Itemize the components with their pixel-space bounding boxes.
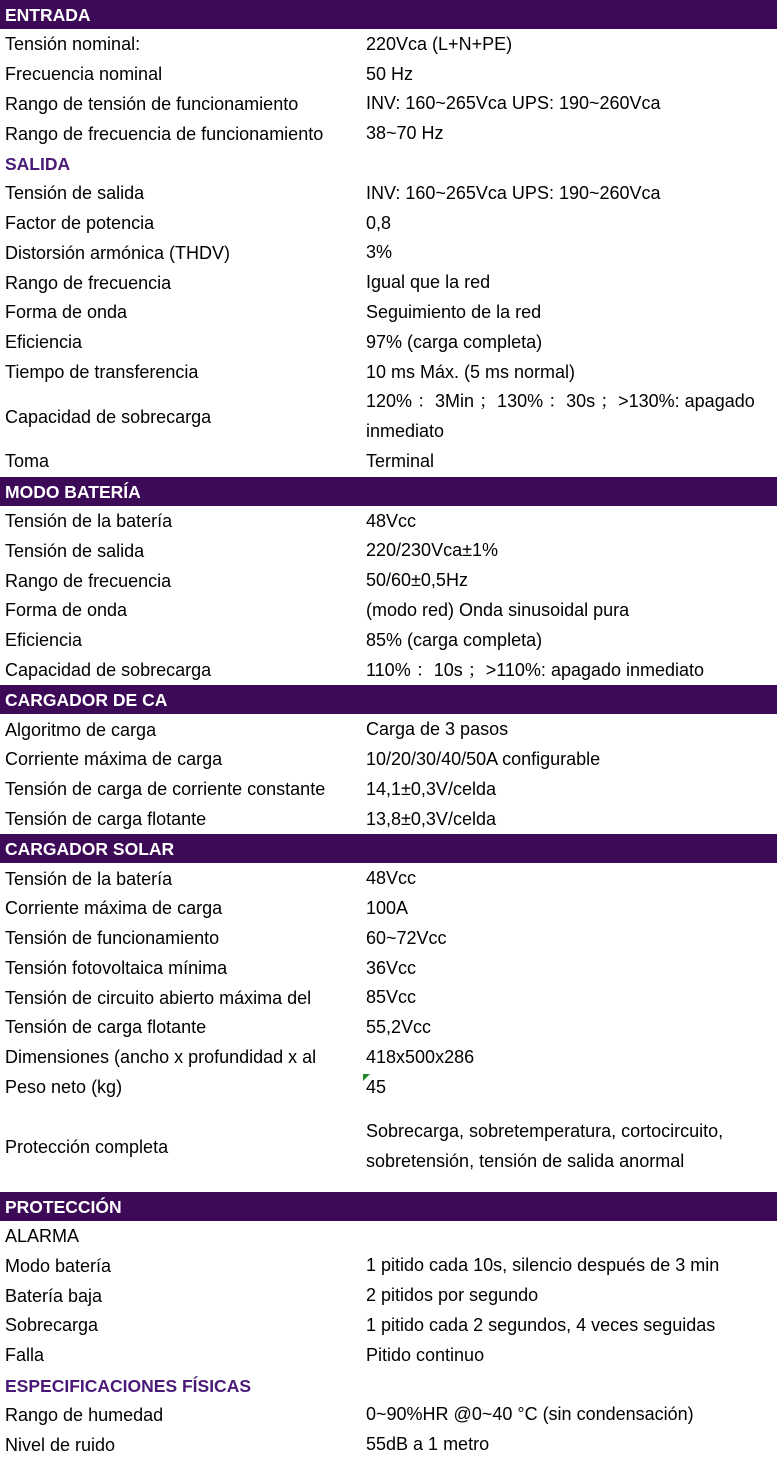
spec-value: 36Vcc [366, 957, 417, 978]
section-header-cargador-solar [0, 834, 777, 864]
spec-row [0, 89, 777, 119]
spec-row [0, 954, 777, 984]
spec-value: 85Vcc [366, 987, 417, 1008]
spec-row [0, 596, 777, 626]
spec-row [0, 60, 777, 90]
spec-row [0, 775, 777, 805]
section-title: CARGADOR DE CA [5, 690, 168, 711]
spec-value: Igual que la red [366, 272, 491, 293]
spec-label: Rango de frecuencia [5, 272, 172, 293]
spec-label: Tensión de carga de corriente constante [5, 779, 326, 800]
spec-value: INV: 160~265Vca UPS: 190~260Vca [366, 182, 661, 203]
spec-label: Rango de humedad [5, 1404, 164, 1425]
spec-value: 2 pitidos por segundo [366, 1285, 539, 1306]
spec-label: Capacidad de sobrecarga [5, 659, 212, 680]
spec-value: 0,8 [366, 212, 392, 233]
spec-row [0, 387, 777, 447]
spec-label: Rango de frecuencia de funcionamiento [5, 123, 324, 144]
spec-row [0, 566, 777, 596]
spec-value: 55,2Vcc [366, 1017, 432, 1038]
spec-label: Rango de frecuencia [5, 570, 172, 591]
section-title: MODO BATERÍA [5, 481, 141, 502]
spec-label: Capacidad de sobrecarga [5, 406, 212, 427]
spec-label: Forma de onda [5, 302, 128, 323]
spec-value: 38~70 Hz [366, 123, 444, 144]
spec-value: 45 [366, 1076, 387, 1097]
spec-label: Corriente máxima de carga [5, 749, 223, 770]
spec-row [0, 1073, 777, 1103]
spec-value: 0~90%HR @0~40 °C (sin condensación) [366, 1404, 694, 1425]
spec-row [0, 1013, 777, 1043]
spec-row [0, 268, 777, 298]
spec-label: Tensión de salida [5, 183, 145, 204]
spec-label: Eficiencia [5, 332, 83, 353]
spec-label: Rango de tensión de funcionamiento [5, 93, 299, 114]
spec-row [0, 328, 777, 358]
spec-label: Forma de onda [5, 600, 128, 621]
spec-row [0, 1102, 777, 1191]
section-header-especificaciones-fisicas [0, 1371, 777, 1401]
spec-row [0, 507, 777, 537]
spec-row [0, 626, 777, 656]
spec-value: 97% (carga completa) [366, 331, 543, 352]
spec-row [0, 536, 777, 566]
spec-value: 220Vca (L+N+PE) [366, 33, 513, 54]
spec-value: 220/230Vca±1% [366, 540, 498, 561]
spec-row [0, 1311, 777, 1341]
spec-value: 48Vcc [366, 868, 417, 889]
spec-label: Frecuencia nominal [5, 63, 163, 84]
spec-label: Factor de potencia [5, 212, 155, 233]
spec-value: Terminal [366, 450, 435, 471]
spec-value: 48Vcc [366, 510, 417, 531]
spec-value: 110% ：10s ；>110%: apagado inmediato [366, 659, 705, 680]
spec-value: Pitido continuo [366, 1344, 485, 1365]
spec-value: 14,1±0,3V/celda [366, 778, 496, 799]
spec-row [0, 715, 777, 745]
spec-label: Nivel de ruido [5, 1434, 116, 1455]
spec-row [0, 1341, 777, 1371]
spec-label: Eficiencia [5, 630, 83, 651]
spec-label: Tensión de la batería [5, 868, 173, 889]
spec-value [366, 1222, 773, 1252]
section-title: PROTECCIÓN [5, 1196, 122, 1217]
spec-row [0, 298, 777, 328]
spec-label: Corriente máxima de carga [5, 898, 223, 919]
section-title: CARGADOR SOLAR [5, 839, 175, 860]
spec-row [0, 1281, 777, 1311]
spec-label: Tensión de funcionamiento [5, 928, 220, 949]
spec-label: Tensión fotovoltaica mínima [5, 957, 228, 978]
section-title: SALIDA [5, 153, 71, 174]
spec-value: 100A [366, 897, 409, 918]
spec-label: Modo batería [5, 1255, 112, 1276]
spec-row [0, 179, 777, 209]
spec-row [0, 924, 777, 954]
spec-row [0, 805, 777, 835]
spec-value: Seguimiento de la red [366, 301, 542, 322]
spec-label: Tensión de carga flotante [5, 808, 207, 829]
spec-row [0, 358, 777, 388]
spec-row [0, 1400, 777, 1430]
spec-value: 120% ：3Min ；130% ：30s ；>130%: apagado inmediato [366, 391, 755, 442]
spec-value: 1 pitido cada 10s, silencio después de 3 min [366, 1255, 720, 1276]
spec-label: ALARMA [5, 1226, 80, 1247]
spec-row [0, 119, 777, 149]
spec-label: Tensión de circuito abierto máxima del [5, 987, 312, 1008]
spec-label: Protección completa [5, 1136, 169, 1157]
spec-label: Falla [5, 1345, 45, 1366]
spec-value: (modo red) Onda sinusoidal pura [366, 599, 630, 620]
spec-row [0, 1222, 777, 1252]
spec-row [0, 894, 777, 924]
spec-value: Carga de 3 pasos [366, 719, 509, 740]
spec-label: Peso neto (kg) [5, 1077, 123, 1098]
section-header-modo-bateria [0, 477, 777, 507]
section-title: ENTRADA [5, 5, 91, 25]
spec-row [0, 864, 777, 894]
spec-value: 13,8±0,3V/celda [366, 808, 496, 829]
section-header-salida [0, 149, 777, 179]
spec-value: 3% [366, 242, 393, 263]
spec-label: Distorsión armónica (THDV) [5, 242, 231, 263]
spec-row [0, 447, 777, 477]
spec-row [0, 1251, 777, 1281]
spec-value: Sobrecarga, sobretemperatura, cortocircuito, sobretensión, tensión de salida anormal [366, 1121, 724, 1172]
spec-value: 85% (carga completa) [366, 629, 543, 650]
spec-value: 10/20/30/40/50A configurable [366, 748, 601, 769]
spec-row [0, 209, 777, 239]
section-title: ESPECIFICACIONES FÍSICAS [5, 1375, 252, 1396]
spec-label: Tensión de la batería [5, 510, 173, 531]
section-header-cargador-ca [0, 685, 777, 715]
section-header-proteccion [0, 1192, 777, 1222]
spec-label: Tensión de salida [5, 540, 145, 561]
spec-value: 1 pitido cada 2 segundos, 4 veces seguidas [366, 1315, 716, 1336]
spec-value: 50/60±0,5Hz [366, 570, 468, 591]
spec-row [0, 745, 777, 775]
spec-row [0, 238, 777, 268]
spec-row [0, 1043, 777, 1073]
spec-value: 10 ms Máx. (5 ms normal) [366, 361, 576, 382]
section-header-entrada [0, 0, 777, 30]
spec-value: INV: 160~265Vca UPS: 190~260Vca [366, 93, 661, 114]
spec-label: Algoritmo de carga [5, 719, 157, 740]
spec-value: 60~72Vcc [366, 927, 447, 948]
spec-label: Tensión de carga flotante [5, 1017, 207, 1038]
spec-row [0, 656, 777, 686]
spec-label: Tiempo de transferencia [5, 361, 199, 382]
spec-value: 50 Hz [366, 63, 414, 84]
spec-label: Toma [5, 451, 50, 472]
spec-row [0, 30, 777, 60]
spec-value: 418x500x286 [366, 1046, 475, 1067]
spec-value: 55dB a 1 metro [366, 1434, 490, 1455]
spec-label: Dimensiones (ancho x profundidad x al [5, 1047, 317, 1068]
spec-label: Sobrecarga [5, 1315, 99, 1336]
spec-row [0, 1430, 777, 1460]
spec-row [0, 983, 777, 1013]
spec-label: Tensión nominal: [5, 34, 141, 55]
spec-label: Batería baja [5, 1285, 103, 1306]
